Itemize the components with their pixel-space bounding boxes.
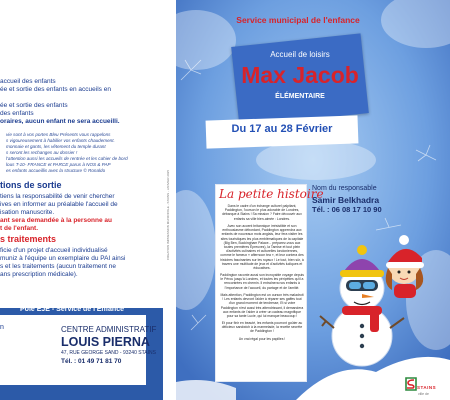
story-paragraph: Dans le cadre d'un échange culturel palpitant, Paddington, l'ourson le plus adorable de Londres, débarque à Stains ! Sa mission ? Faire découvrir aux enfants sa ville bien-aimée : Londres. [222, 204, 302, 221]
print-credit: CREATION IMPRESSION MUNICIPALE - STAINS - JANVIER 2025 [166, 169, 170, 260]
service-title: Service municipal de l'enfance [236, 15, 360, 25]
note-line: s seront les rechanges au dossier ! [6, 150, 78, 155]
responsable-tel: Tél. : 06 08 17 10 90 [312, 205, 382, 214]
note-line: s vigoureusement à habiller vos enfants chaudement. [6, 138, 115, 143]
note-line: monnaie et gants, les vêtement du temple durant [6, 144, 106, 149]
pole-box [0, 308, 164, 400]
story-paragraph: Mais attention, Paddington est un ourson très maladroit ! Les enfants devront l'aider à réparer ses gaffes tout d'un grand moment de tendresse, Et si votre Paddington n'est aussi très attendrissant, il demandera aux enfants de l'aider à créer un cadeau magnifique pour sa tante Lucie, qui lui manque beaucoup ! [220, 293, 304, 319]
traitements-line: s et les traitements (aucun traitement ne [0, 263, 116, 270]
subtitle: ÉLÉMENTAIRE [275, 93, 325, 100]
sortie-heading: tions de sortie [0, 180, 62, 190]
story-paragraph: Un vrai régal pour les papilles ! [238, 337, 286, 341]
traitements-heading: s traitements [0, 234, 57, 244]
centre-address: 47, RUE GEORGE SAND - 93240 STAINS [61, 350, 156, 356]
story-title: La petite histoire [219, 187, 324, 201]
snowman-illustration [318, 228, 436, 376]
dates: Du 17 au 28 Février [231, 123, 333, 135]
edge-text: n [0, 324, 4, 331]
traitements-line: ans prescription médicale). [0, 271, 78, 278]
story-paragraph: Avec son accent britannique irrésistible et son enthousiasme débordant, Paddington apprendra aux enfants de nouveaux mots anglais, leur fera visiter les sites touristiques les plus emblématiques de la capitale (Big Ben, Buckingham Palace... préparez-vous aux toutes premières Épreuves), la Tamise et tout plein d'activités culinaires et culturelles londoniennes, comme le fameux « afternoon tea », et leur contera des histoires fascinantes sur les royaux ! Le tout, bien sûr, à travers une multitude de jeux et d'activités ludiques et éducatives. [220, 224, 304, 271]
traitements-line: ficie d'un projet d'accueil individualisé [0, 247, 108, 254]
sortie-line: t de l'enfant. [0, 225, 39, 232]
sortie-line: isation manuscrite. [0, 209, 55, 216]
main-title: Max Jacob [241, 62, 359, 88]
note-line: vie sont à vos portes Bleu Présents vous rappelons [6, 132, 111, 137]
stains-logo-sub: ville de [418, 392, 429, 396]
note-line: lous T-10- FRANCE et PARCE parus à NOS & PAP [6, 162, 111, 167]
list-item: des enfants [0, 110, 34, 117]
stains-logo-icon [404, 376, 418, 392]
traitements-line: muniz à l'équipe un exemplaire du PAI ainsi [0, 255, 126, 262]
list-item: ée et sortie des enfants en accueils en [0, 86, 111, 93]
sortie-line: ives en informer au préalable l'accueil de [0, 201, 118, 208]
sortie-line: ant sera demandée à la personne au [0, 217, 112, 224]
list-item: oraires, aucun enfant ne sera accueilli. [0, 118, 120, 125]
responsable-label: Nom du responsable [312, 185, 377, 192]
story-paragraph: Paddington raconte aussi son incroyable voyage depuis le Pérou jusqu'à Londres, et toutes les péripéties qu'il a rencontrées en chemin. Il entraînera nos enfants à l'importance de l'accueil, du partage et de l'amitié. [220, 273, 304, 290]
responsable-name: Samir Belkhadra [312, 195, 380, 205]
accueil-label: Accueil de loisirs [270, 50, 330, 59]
centre-name: LOUIS PIERNA [61, 335, 150, 349]
list-item: ée et sortie des enfants [0, 102, 68, 109]
sortie-line: tiens la responsabilité de venir chercher [0, 193, 115, 200]
pole-title: Pôle EJE - Service de l'Enfance [20, 306, 124, 313]
list-item: accueil des enfants [0, 78, 56, 85]
centre-label: CENTRE ADMINISTRATIF [61, 325, 157, 334]
left-panel [0, 0, 172, 400]
note-line: l'attention aussi les accueils de rentrée et les cahier de bord [6, 156, 128, 161]
centre-tel: Tél. : 01 49 71 81 70 [61, 358, 122, 365]
stains-logo-text: STAINS [417, 385, 437, 390]
note-line: es enfants accueillis avec la structure © Ronaldo [6, 168, 106, 173]
girl-figure [386, 235, 424, 298]
story-paragraph: Et pour finir en beauté, les enfants pourront goûter au délicieux sandwich à la marmelade, la recette secrète de Paddington ! [221, 321, 303, 334]
